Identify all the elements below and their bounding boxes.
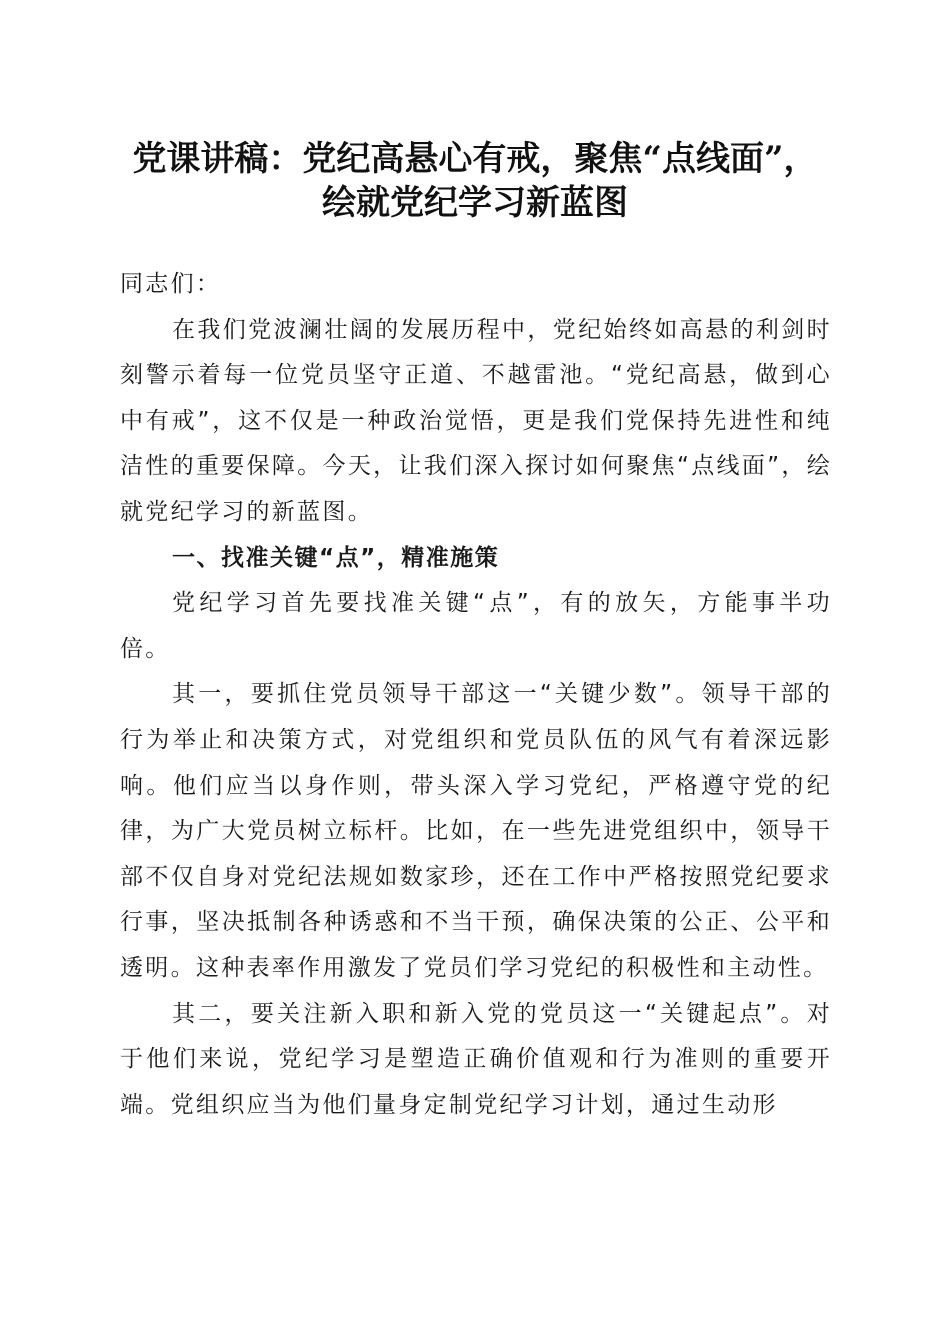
- document-title-line-2: 绘就党纪学习新蓝图: [322, 183, 628, 223]
- intro-paragraph: 在我们党波澜壮阔的发展历程中，党纪始终如高悬的利剑时刻警示着每一位党员坚守正道、不越雷池。“党纪高悬，做到心中有戒”，这不仅是一种政治觉悟，更是我们党保持先进性和纯洁性的重要保障。今天，让我们深入探讨如何聚焦“点线面”，绘就党纪学习的新蓝图。: [120, 316, 832, 525]
- section-1-paragraph-3: 其二，要关注新入职和新入党的党员这一“关键起点”。对于他们来说，党纪学习是塑造正确价值观和行为准则的重要开端。党组织应当为他们量身定制党纪学习计划，通过生动形: [120, 1000, 832, 1118]
- document-title-line-1: 党课讲稿：党纪高悬心有戒，聚焦“点线面”，: [132, 139, 818, 179]
- salutation: 同志们：: [120, 271, 222, 297]
- document-body: [120, 262, 832, 1128]
- section-1-heading: 一、找准关键“点”，精准施策: [172, 544, 500, 571]
- section-1-paragraph-2: 其一，要抓住党员领导干部这一“关键少数”。领导干部的行为举止和决策方式，对党组织和党员队伍的风气有着深远影响。他们应当以身作则，带头深入学习党纪，严格遵守党的纪律，为广大党员树立标杆。比如，在一些先进党组织中，领导干部不仅自身对党纪法规如数家珍，还在工作中严格按照党纪要求行事，坚决抵制各种诱惑和不当干预，确保决策的公正、公平和透明。这种表率作用激发了党员们学习党纪的积极性和主动性。: [120, 681, 832, 981]
- section-1-paragraph-1: 党纪学习首先要找准关键“点”，有的放矢，方能事半功倍。: [120, 590, 832, 662]
